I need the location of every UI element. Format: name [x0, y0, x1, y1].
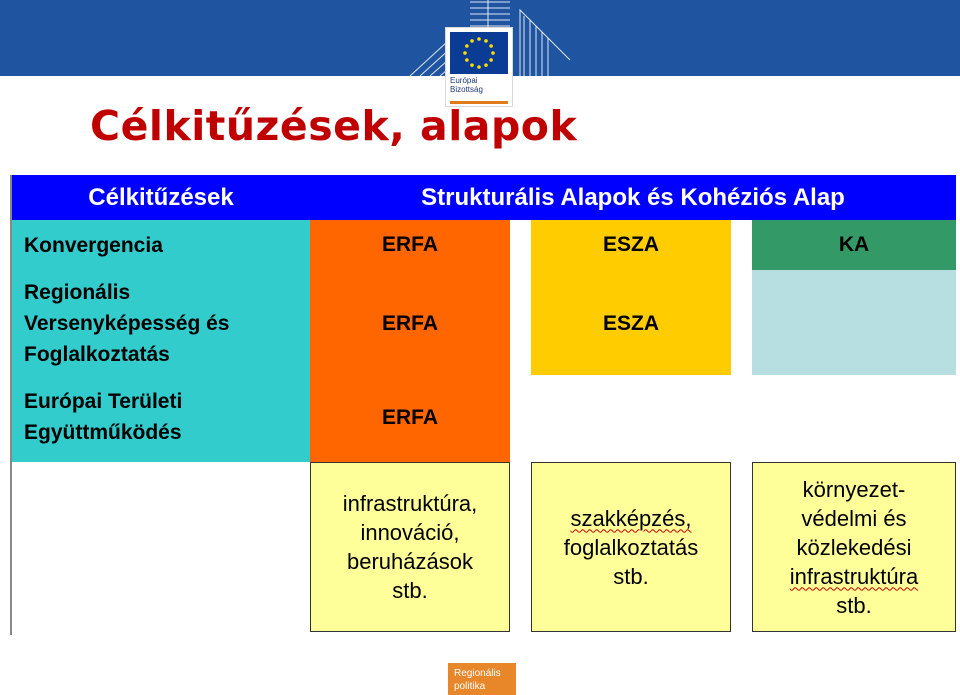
- note-line: beruházások: [347, 549, 473, 574]
- erfa-regional: ERFA: [381, 312, 438, 335]
- row-label-line: Együttműködés: [24, 421, 182, 444]
- flag-star-icon: [484, 39, 488, 43]
- flag-star-icon: [489, 44, 493, 48]
- note-line: szakképzés,: [570, 505, 692, 531]
- flag-star-icon: [477, 37, 481, 41]
- page-title: Célkitűzések, alapok: [90, 102, 578, 150]
- erfa-notes: [310, 462, 510, 632]
- footer-badge: [448, 663, 516, 695]
- row-label-regional-competitiveness: [12, 275, 310, 371]
- header-funds: Strukturális Alapok és Kohéziós Alap: [310, 175, 956, 220]
- logo-line-2: Bizottság: [450, 85, 483, 94]
- note-line: védelmi és: [801, 505, 907, 531]
- note-line: foglalkoztatás: [563, 534, 699, 560]
- ka-notes: [752, 462, 956, 632]
- erfa-convergence: ERFA: [381, 233, 438, 256]
- flag-star-icon: [484, 63, 488, 67]
- flag-star-icon: [463, 51, 467, 55]
- esza-regional: ESZA: [602, 312, 659, 335]
- erfa-cooperation: ERFA: [381, 406, 438, 429]
- esza-convergence: ESZA: [602, 233, 659, 256]
- note-line: stb.: [836, 592, 872, 618]
- ka-regional-empty: [752, 270, 956, 375]
- footer-line-2: politika: [454, 681, 486, 692]
- flag-star-icon: [477, 65, 481, 69]
- eu-flag-icon: [450, 32, 508, 74]
- note-line: közlekedési: [796, 534, 912, 560]
- row-label-line: Regionális: [24, 281, 131, 304]
- footer-line-1: Regionális: [454, 668, 501, 679]
- row-label-line: Európai Területi: [24, 390, 183, 413]
- note-line: infrastruktúra,: [342, 491, 478, 516]
- row-label-line: Foglalkoztatás: [24, 343, 170, 366]
- header-objectives: Célkitűzések: [12, 175, 310, 220]
- flag-star-icon: [465, 58, 469, 62]
- eu-commission-logo: [446, 28, 512, 106]
- note-line: innováció,: [360, 520, 460, 545]
- note-line: stb.: [392, 578, 428, 603]
- flag-star-icon: [470, 39, 474, 43]
- logo-text: [450, 76, 483, 94]
- row-label-line: Versenyképesség és: [24, 312, 230, 335]
- flag-star-icon: [489, 58, 493, 62]
- flag-star-icon: [465, 44, 469, 48]
- row-label-convergence: Konvergencia: [24, 233, 163, 257]
- esza-notes: [531, 462, 731, 632]
- note-line: infrastruktúra: [789, 563, 919, 589]
- flag-star-icon: [470, 63, 474, 67]
- ka-convergence: KA: [752, 220, 956, 270]
- note-line: stb.: [613, 563, 649, 589]
- logo-line-1: Európai: [450, 76, 478, 85]
- row-label-territorial-cooperation: [12, 386, 310, 452]
- flag-star-icon: [491, 51, 495, 55]
- note-line: környezet-: [802, 476, 906, 502]
